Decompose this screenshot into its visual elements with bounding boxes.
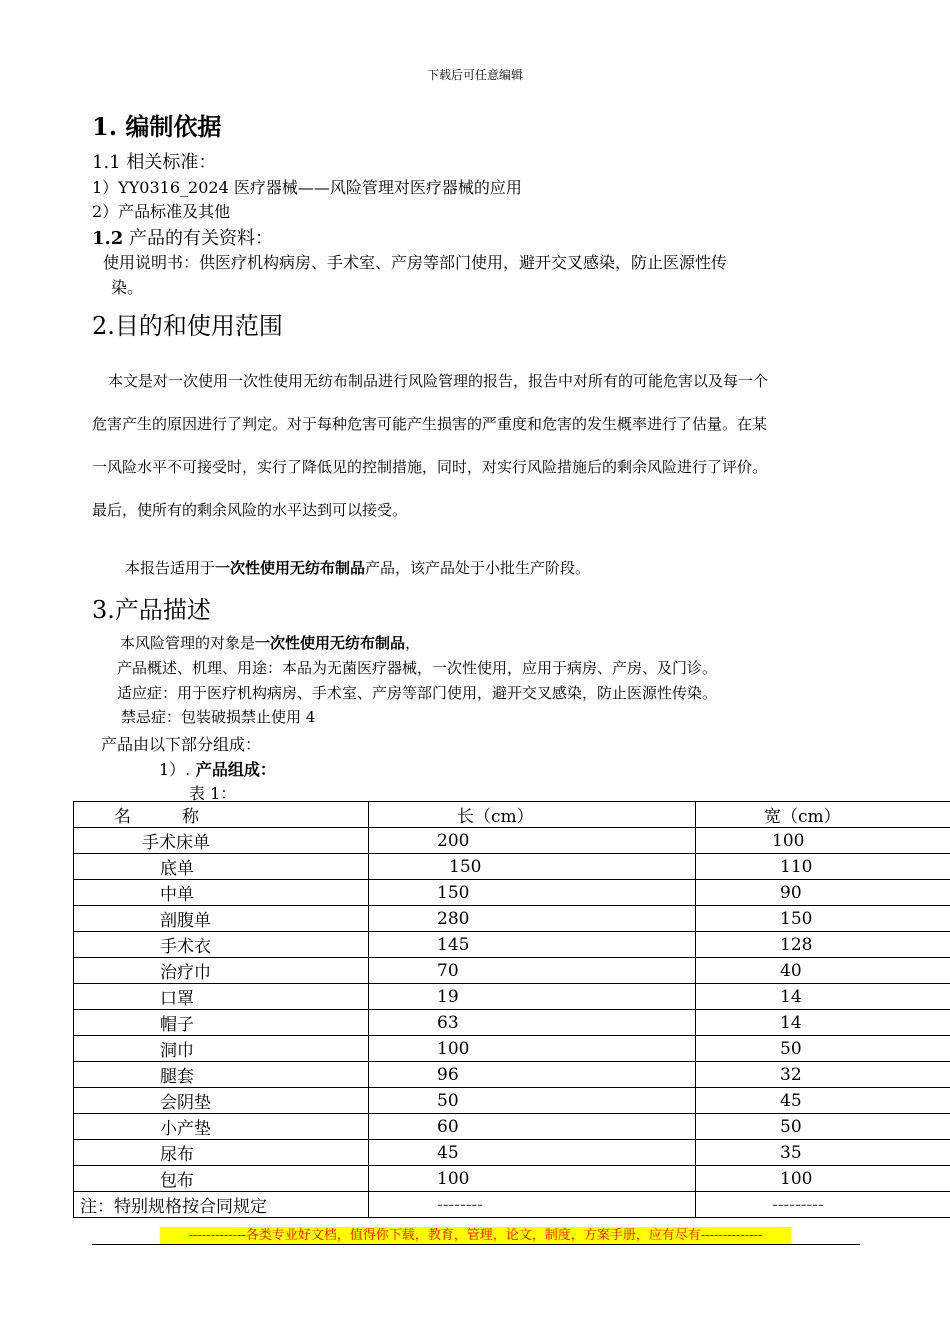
section-3-title: 3.产品描述 bbox=[92, 596, 211, 624]
item-name: 中单 bbox=[74, 880, 369, 906]
item-length: 50 bbox=[369, 1088, 696, 1114]
item-length: 96 bbox=[369, 1062, 696, 1088]
standard-item-2: 2）产品标准及其他 bbox=[92, 202, 231, 221]
item-length: 60 bbox=[369, 1114, 696, 1140]
purpose-line-3: 一风险水平不可接受时，实行了降低见的控制措施，同时，对实行风险措施后的剩余风险进行了评价。 bbox=[92, 458, 768, 476]
scope-statement bbox=[125, 557, 590, 578]
object-post: ， bbox=[405, 634, 421, 652]
scope-post: 产品，该产品处于小批生产阶段。 bbox=[365, 559, 591, 577]
item-length: 100 bbox=[369, 1036, 696, 1062]
page-header: 下载后可任意编辑 bbox=[426, 68, 523, 82]
composition-table bbox=[73, 801, 950, 1218]
object-product: 一次性使用无纺布制品 bbox=[255, 634, 406, 652]
note-text: 注：特别规格按合同规定 bbox=[74, 1192, 369, 1218]
composition-label: 产品组成： bbox=[190, 760, 276, 779]
footer-banner: -------------各类专业好文档，值得你下载，教育，管理，论文，制度，方案手册，应有尽有-------------- bbox=[160, 1227, 791, 1244]
item-length: 200 bbox=[369, 828, 696, 854]
standard-item-1: 1）YY0316_2024 医疗器械——风险管理对医疗器械的应用 bbox=[92, 178, 522, 197]
table-row bbox=[74, 1114, 950, 1140]
item-name: 洞巾 bbox=[74, 1036, 369, 1062]
table-row bbox=[74, 1062, 950, 1088]
item-name: 腿套 bbox=[74, 1062, 369, 1088]
purpose-line-2: 危害产生的原因进行了判定。对于每种危害可能产生损害的严重度和危害的发生概率进行了估量。在某 bbox=[92, 415, 768, 433]
item-width: 35 bbox=[696, 1140, 950, 1166]
item-name: 治疗巾 bbox=[74, 958, 369, 984]
item-length: 280 bbox=[369, 906, 696, 932]
header-name: 名 称 bbox=[74, 802, 369, 828]
item-width: 128 bbox=[696, 932, 950, 958]
note-width-dash: --------- bbox=[696, 1192, 950, 1218]
manual-line-2: 染。 bbox=[111, 278, 144, 297]
table-row bbox=[74, 828, 950, 854]
item-length: 45 bbox=[369, 1140, 696, 1166]
section-2-title: 2.目的和使用范围 bbox=[92, 312, 283, 340]
indication: 适应症：用于医疗机构病房、手术室、产房等部门使用，避开交叉感染，防止医源性传染。 bbox=[117, 684, 718, 702]
note-length-dash: -------- bbox=[369, 1192, 696, 1218]
item-name: 尿布 bbox=[74, 1140, 369, 1166]
table-row bbox=[74, 1010, 950, 1036]
item-name: 底单 bbox=[74, 854, 369, 880]
composition-intro: 产品由以下部分组成： bbox=[101, 735, 262, 754]
item-width: 100 bbox=[696, 828, 950, 854]
item-width: 50 bbox=[696, 1036, 950, 1062]
item-width: 150 bbox=[696, 906, 950, 932]
table-header-row bbox=[74, 802, 950, 828]
item-name: 小产垫 bbox=[74, 1114, 369, 1140]
section-1-title: 1. 编制依据 bbox=[92, 112, 222, 141]
section-1-2-text: 产品的有关资料： bbox=[123, 228, 274, 249]
item-name: 会阴垫 bbox=[74, 1088, 369, 1114]
manual-line-1: 使用说明书：供医疗机构病房、手术室、产房等部门使用，避开交叉感染，防止医源性传 bbox=[103, 253, 728, 272]
contraindication: 禁忌症：包装破损禁止使用 4 bbox=[121, 708, 316, 726]
item-length: 70 bbox=[369, 958, 696, 984]
item-name: 口罩 bbox=[74, 984, 369, 1010]
item-width: 32 bbox=[696, 1062, 950, 1088]
scope-pre: 本报告适用于 bbox=[125, 559, 216, 577]
table-row bbox=[74, 1088, 950, 1114]
item-length: 150 bbox=[369, 854, 696, 880]
table-row bbox=[74, 958, 950, 984]
table-caption: 表 1： bbox=[189, 784, 237, 803]
composition-heading bbox=[159, 757, 276, 780]
item-length: 100 bbox=[369, 1166, 696, 1192]
item-width: 110 bbox=[696, 854, 950, 880]
purpose-line-4: 最后，使所有的剩余风险的水平达到可以接受。 bbox=[92, 501, 408, 519]
item-width: 90 bbox=[696, 880, 950, 906]
table-row bbox=[74, 854, 950, 880]
table-row bbox=[74, 1166, 950, 1192]
item-length: 145 bbox=[369, 932, 696, 958]
header-length: 长（cm） bbox=[369, 802, 696, 828]
item-width: 50 bbox=[696, 1114, 950, 1140]
item-name: 剖腹单 bbox=[74, 906, 369, 932]
object-pre: 本风险管理的对象是 bbox=[120, 634, 256, 652]
item-name: 手术衣 bbox=[74, 932, 369, 958]
section-1-1-title: 1.1 相关标准： bbox=[92, 152, 217, 173]
item-name: 包布 bbox=[74, 1166, 369, 1192]
item-name: 帽子 bbox=[74, 1010, 369, 1036]
table-row bbox=[74, 932, 950, 958]
scope-product: 一次性使用无纺布制品 bbox=[215, 559, 366, 577]
table-row bbox=[74, 880, 950, 906]
item-name: 手术床单 bbox=[74, 828, 369, 854]
item-length: 150 bbox=[369, 880, 696, 906]
object-statement bbox=[120, 632, 420, 653]
item-width: 40 bbox=[696, 958, 950, 984]
item-width: 14 bbox=[696, 984, 950, 1010]
item-width: 45 bbox=[696, 1088, 950, 1114]
table-row bbox=[74, 1036, 950, 1062]
purpose-line-1: 本文是对一次使用一次性使用无纺布制品进行风险管理的报告，报告中对所有的可能危害以及每一个 bbox=[108, 372, 769, 390]
table-note-row bbox=[74, 1192, 950, 1218]
section-1-2-number: 1.2 bbox=[92, 228, 124, 249]
footer-divider bbox=[92, 1244, 860, 1245]
item-length: 19 bbox=[369, 984, 696, 1010]
item-length: 63 bbox=[369, 1010, 696, 1036]
item-width: 100 bbox=[696, 1166, 950, 1192]
table-row bbox=[74, 906, 950, 932]
section-1-2-title bbox=[92, 224, 273, 250]
table-row bbox=[74, 1140, 950, 1166]
table-row bbox=[74, 984, 950, 1010]
item-width: 14 bbox=[696, 1010, 950, 1036]
composition-number: 1）. bbox=[159, 760, 191, 779]
header-width: 宽（cm） bbox=[696, 802, 950, 828]
product-overview: 产品概述、机理、用途：本品为无菌医疗器械，一次性使用，应用于病房、产房、及门诊。 bbox=[117, 659, 718, 677]
